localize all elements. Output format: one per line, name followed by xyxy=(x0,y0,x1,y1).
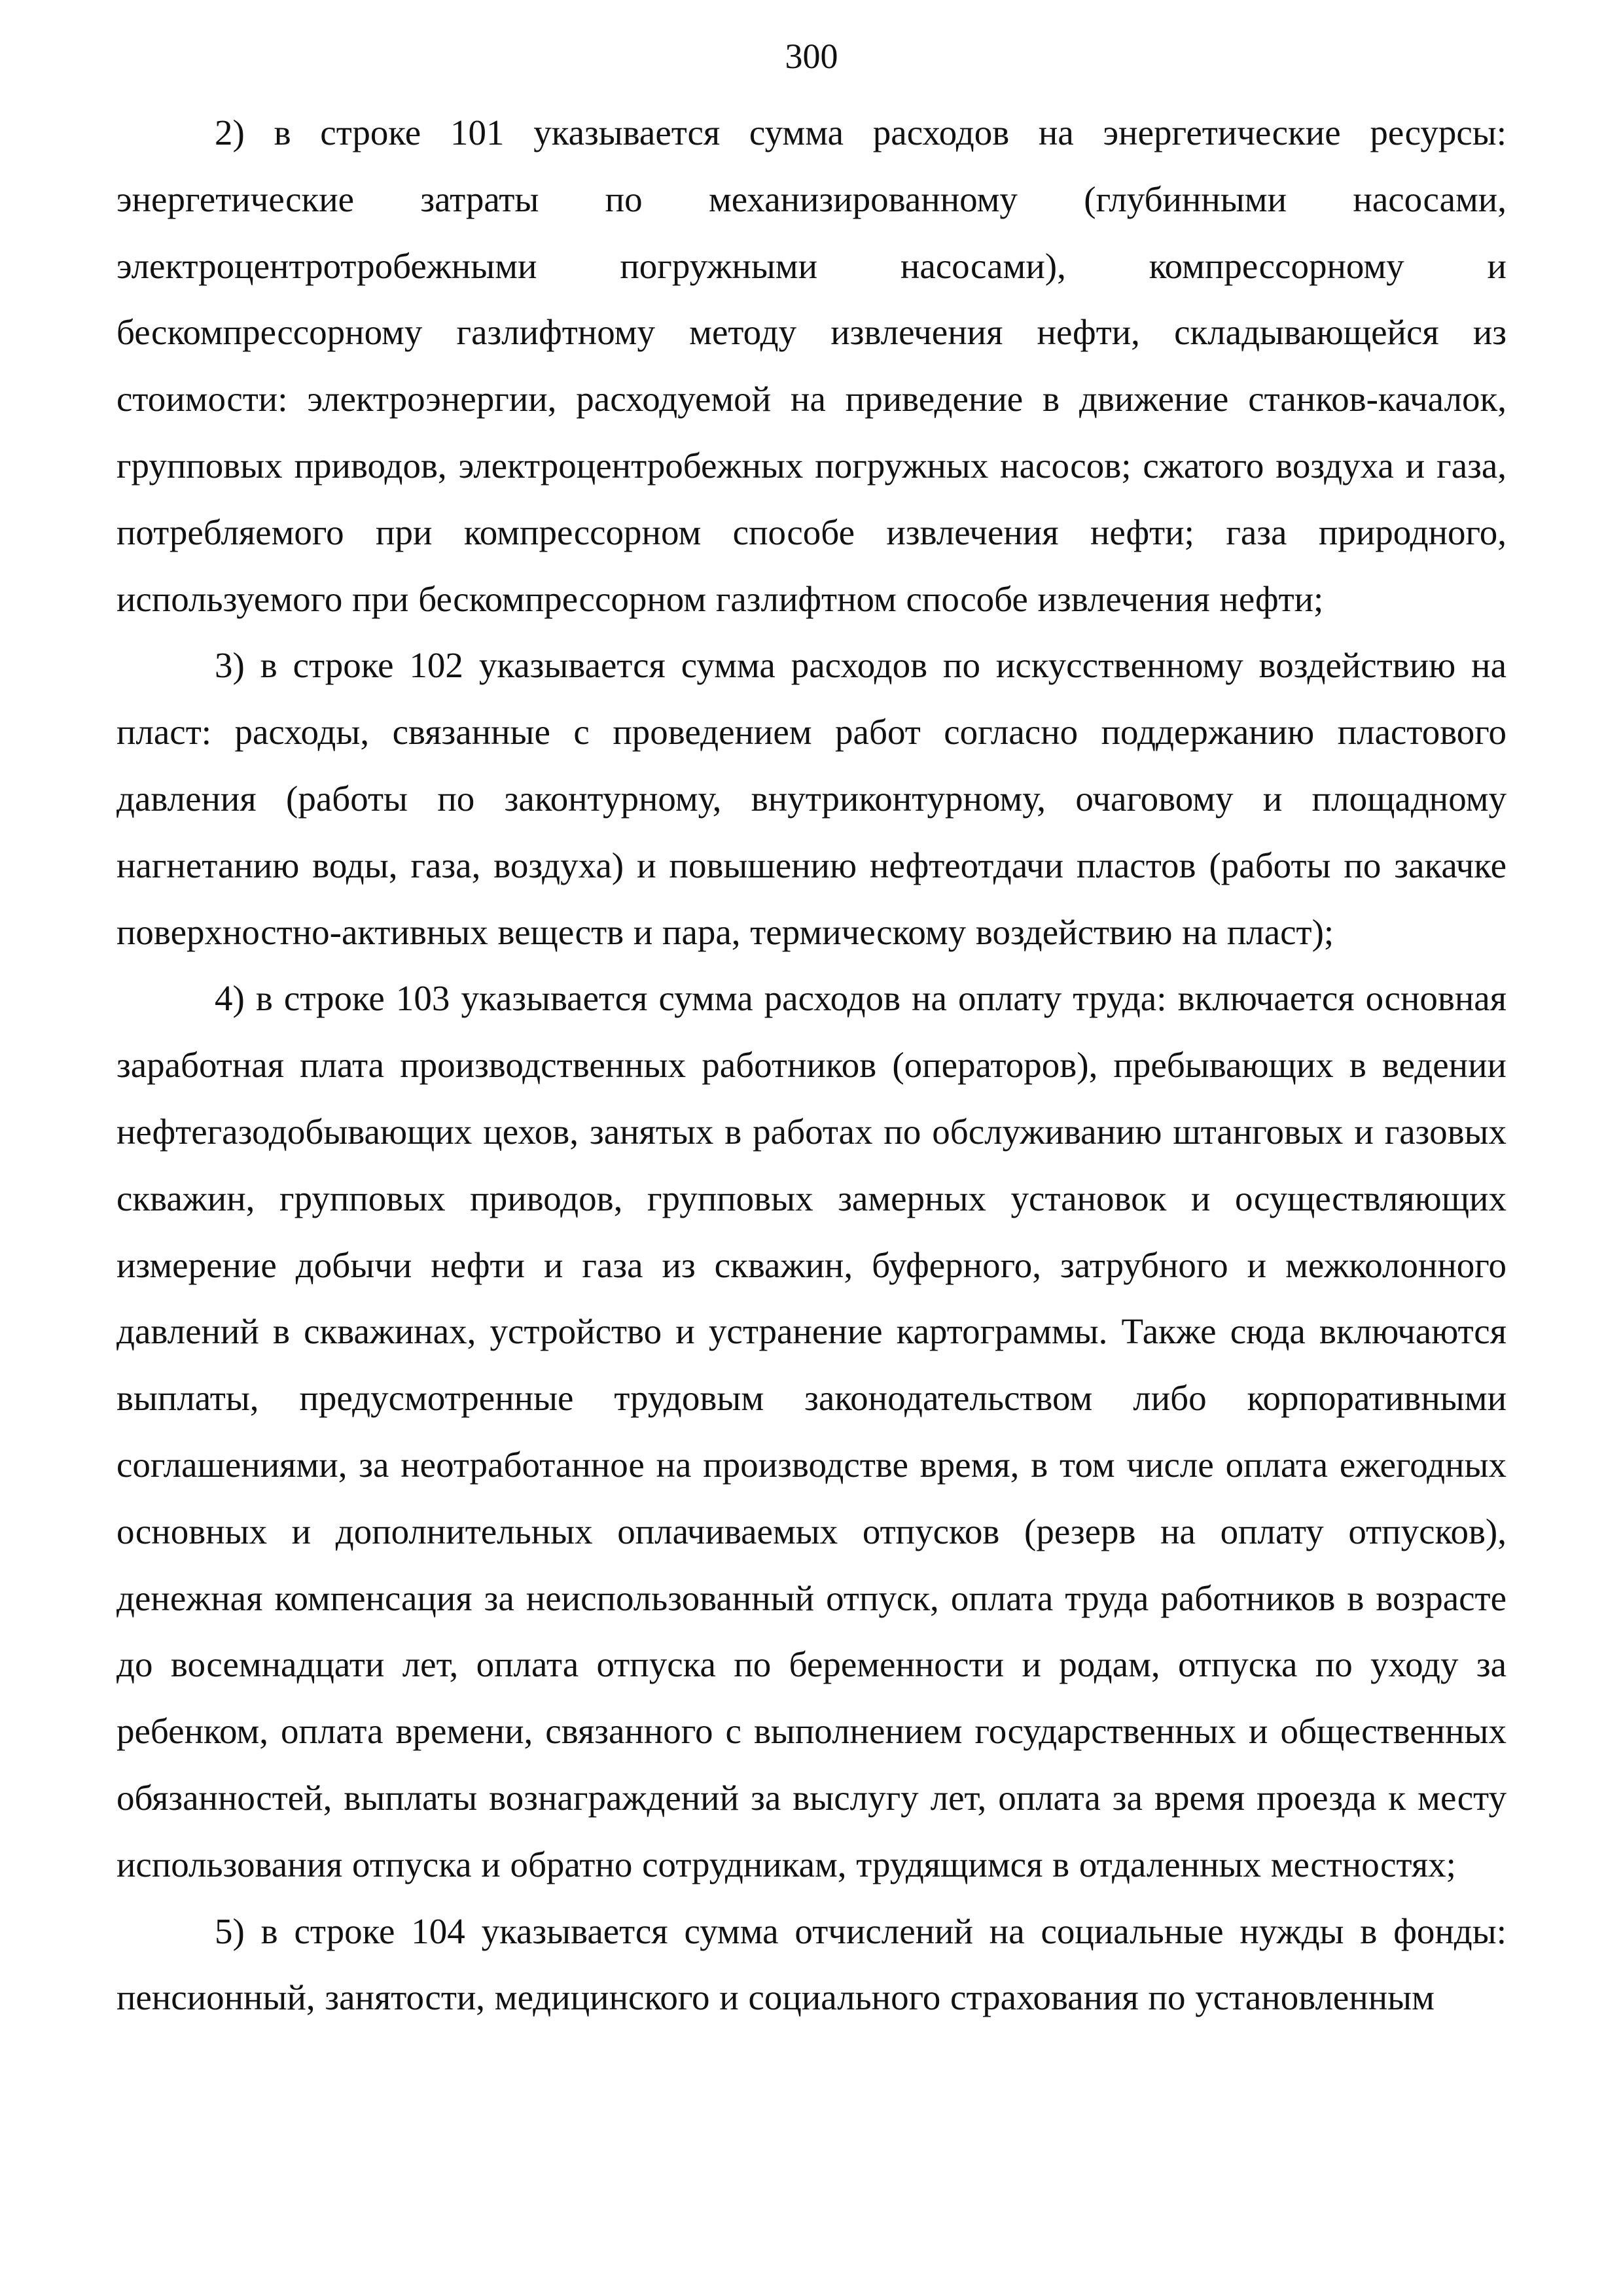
paragraph-item-2: 2) в строке 101 указывается сумма расходов на энергетические ресурсы: энергетические затраты по механизированному (глубинными насосами, электроцентротробежными погружными насосами), компрессорному и бескомпрессорному газлифтному методу извлечения нефти, складывающейся из стоимости: электроэнергии, расходуемой на приведение в движение станков-качалок, групповых приводов, электроцентробежных погружных насосов; сжатого воздуха и газа, потребляемого при компрессорном способе извлечения нефти; газа природного, используемого при бескомпрессорном газлифтном способе извлечения нефти; xyxy=(116,113,1507,619)
paragraph-item-3: 3) в строке 102 указывается сумма расходов по искусственному воздействию на пласт: расходы, связанные с проведением работ согласно поддержанию пластового давления (работы по законтурному, внутриконтурному, очаговому и площадному нагнетанию воды, газа, воздуха) и повышению нефтеотдачи пластов (работы по закачке поверхностно-активных веществ и пара, термическому воздействию на пласт); xyxy=(116,645,1507,952)
page-number: 300 xyxy=(785,37,838,76)
paragraph-item-4: 4) в строке 103 указывается сумма расходов на оплату труда: включается основная заработная плата производственных работников (операторов), пребывающих в ведении нефтегазодобывающих цехов, занятых в работах по обслуживанию штанговых и газовых скважин, групповых приводов, групповых замерных установок и осуществляющих измерение добычи нефти и газа из скважин, буферного, затрубного и межколонного давлений в скважинах, устройство и устранение картограммы. Также сюда включаются выплаты, предусмотренные трудовым законодательством либо корпоративными соглашениями, за неотработанное на производстве время, в том числе оплата ежегодных основных и дополнительных оплачиваемых отпусков (резерв на оплату отпусков), денежная компенсация за неиспользованный отпуск, оплата труда работников в возрасте до восемнадцати лет, оплата отпуска по беременности и родам, отпуска по уходу за ребенком, оплата времени, связанного с выполнением государственных и общественных обязанностей, выплаты вознаграждений за выслугу лет, оплата за время проезда к месту использования отпуска и обратно сотрудникам, трудящимся в отдаленных местностях; xyxy=(116,978,1507,1884)
paragraph-item-5: 5) в строке 104 указывается сумма отчислений на социальные нужды в фонды: пенсионный, занятости, медицинского и социального страхования по установленным xyxy=(116,1911,1507,2018)
document-body xyxy=(116,99,1507,2031)
